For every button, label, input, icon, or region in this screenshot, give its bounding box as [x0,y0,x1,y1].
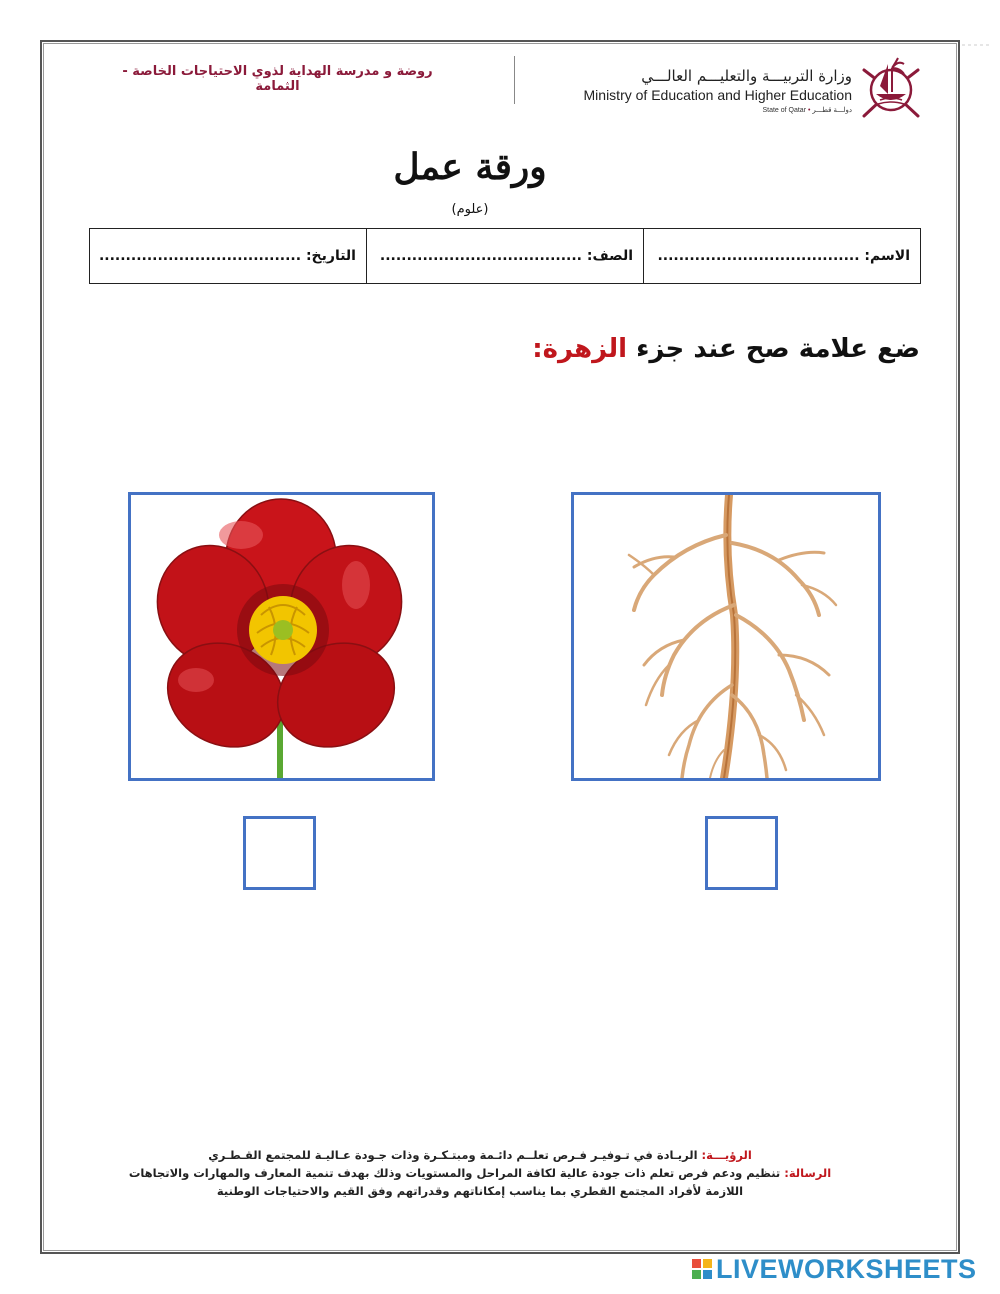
ministry-block [560,66,852,114]
date-cell[interactable] [90,229,366,283]
roots-checkbox[interactable] [705,816,778,890]
class-cell[interactable] [366,229,643,283]
header-divider [514,56,515,104]
instruction-text: ضع علامة صح عند جزء [636,334,920,364]
liveworksheets-brand[interactable] [692,1255,977,1283]
corner-mark [962,42,992,48]
vision-line [120,1146,840,1164]
ministry-name-en: Ministry of Education and Higher Education [583,87,852,103]
state-separator: • [808,107,811,114]
liveworksheets-logo-icon [692,1259,712,1279]
mission-line-2: اللازمة لأفراد المجتمع القطري بما يناسب إمكاناتهم وقدراتهم وفق القيم والاحتياجات الوطنية [216,1184,744,1198]
name-cell[interactable] [643,229,920,283]
roots-image [571,492,881,781]
school-name: روضة و مدرسة الهداية لذوي الاحتياجات الخاصة - الثمامة [122,64,433,94]
instruction [450,334,920,364]
brand-text: LIVEWORKSHEETS [716,1253,977,1284]
instruction-highlight: الزهرة: [532,334,628,364]
flower-image [128,492,435,781]
flower-illustration [131,495,432,778]
state-ar: دولـــة قطـــر [812,107,852,114]
ministry-name-ar: وزارة التربيـــة والتعليـــم العالـــي [641,67,852,85]
page-subtitle: (علوم) [451,202,489,217]
student-info-table [89,228,921,284]
date-dots: ...................................... [98,248,302,264]
footer [120,1146,840,1200]
name-dots: ...................................... [657,248,860,264]
page-title: ورقة عمل [393,146,547,188]
roots-illustration [574,495,878,778]
class-label: الصف: [586,248,633,264]
state-line [560,106,852,114]
mission-text: تنظيم ودعم فرص تعلم ذات جودة عالية لكافة المراحل والمستويات وذلك بهدف تنمية المعارف والمهارات والاتجاهات [128,1166,781,1180]
qatar-emblem-icon [858,50,924,122]
mission-line [120,1164,840,1182]
class-dots: ...................................... [379,248,582,264]
date-label: التاريخ: [305,248,356,264]
name-label: الاسم: [864,248,910,264]
vision-text: الريـادة في تـوفيـر فـرص تعلــم دائـمة ومبتـكـرة وذات جـودة عـاليـة للمجتمع القـطـري [208,1148,698,1162]
state-en: State of Qatar [762,107,807,114]
vision-label: الرؤيـــة: [701,1148,752,1162]
mission-label: الرسالة: [784,1166,832,1180]
flower-checkbox[interactable] [243,816,316,890]
